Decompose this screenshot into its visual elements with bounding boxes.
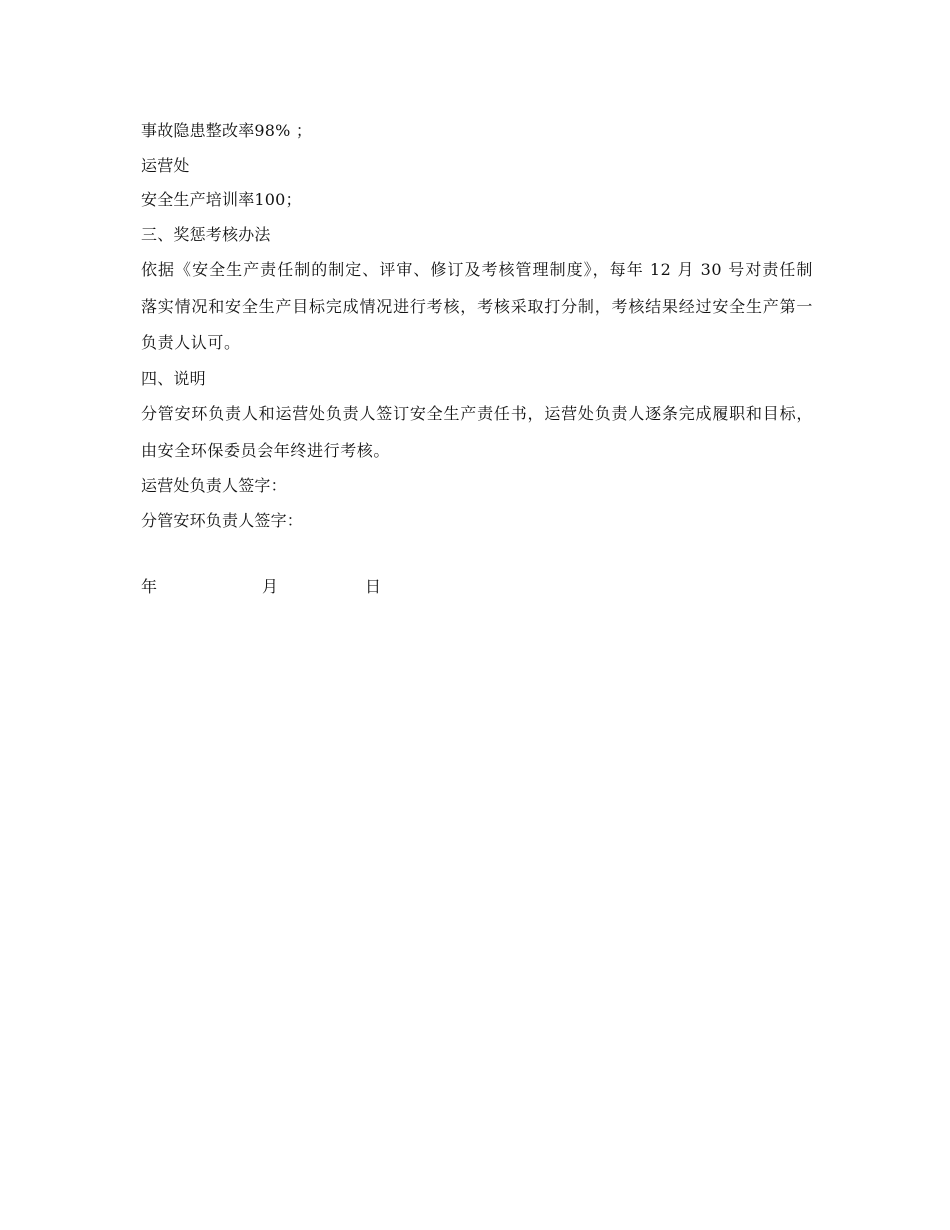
section4-heading: 四、说明 xyxy=(141,368,206,388)
training-rate-line: 安全生产培训率100； xyxy=(141,190,302,209)
date-row xyxy=(141,570,813,604)
section3-heading: 三、奖惩考核办法 xyxy=(141,224,271,244)
ops-signature-label: 运营处负责人签字： xyxy=(141,476,287,495)
spacer xyxy=(141,538,813,570)
date-day-label: 日 xyxy=(365,577,382,596)
date-month-label: 月 xyxy=(262,577,279,596)
date-year-label: 年 xyxy=(141,577,158,596)
section4-paragraph: 分管安环负责人和运营处负责人签订安全生产责任书，运营处负责人逐条完成履职和目标，由安全环保委员会年终进行考核。 xyxy=(141,404,813,460)
department-line: 运营处 xyxy=(141,155,190,175)
safety-signature-label: 分管安环负责人签字： xyxy=(141,510,304,530)
document-body xyxy=(141,114,813,604)
section3-paragraph: 依据《安全生产责任制的制定、评审、修订及考核管理制度》，每年 12 月 30 号对责任制落实情况和安全生产目标完成情况进行考核，考核采取打分制，考核结果经过安全生产第一负责人认可。 xyxy=(141,260,813,352)
rectification-rate-line: 事故隐患整改率98% ； xyxy=(141,121,313,140)
